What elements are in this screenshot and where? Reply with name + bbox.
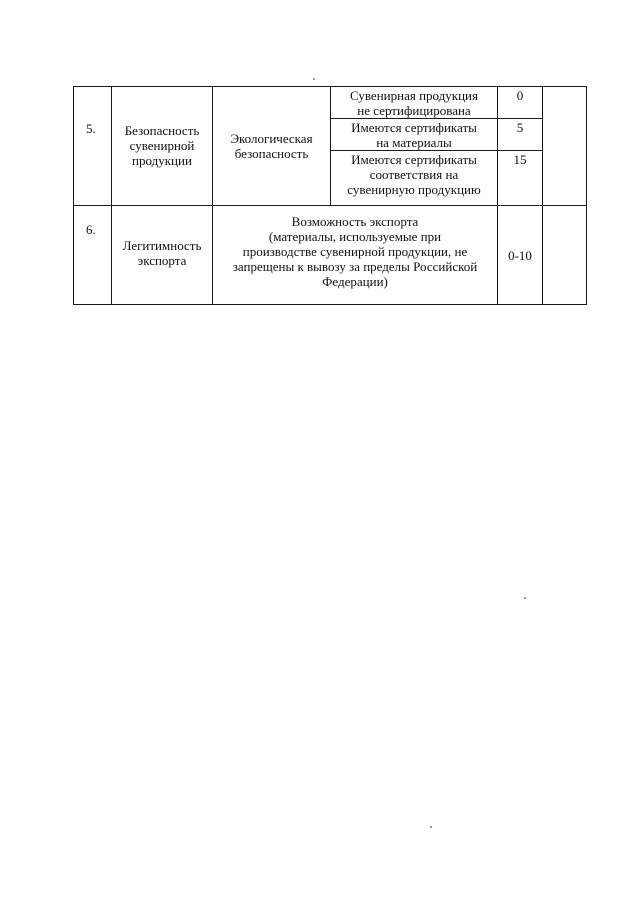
subcriterion-cell — [213, 87, 331, 206]
scan-speck — [524, 597, 526, 599]
description-line: Возможность экспорта — [291, 214, 419, 229]
option-line: не сертифицирована — [357, 103, 471, 118]
scan-speck — [430, 826, 432, 828]
description-line: запрещены к вывозу за пределы Российской — [232, 259, 478, 274]
score-cell: 5 — [498, 119, 543, 151]
option-cell — [331, 119, 498, 151]
criterion-line: Безопасность — [124, 123, 200, 138]
description-line: (материалы, используемые при — [268, 229, 442, 244]
criterion-line: продукции — [132, 153, 192, 168]
description-line: производстве сувенирной продукции, не — [242, 244, 468, 259]
score-cell: 0 — [498, 87, 543, 119]
score-cell: 0-10 — [498, 206, 543, 305]
subcriterion-line: Экологическая — [230, 131, 313, 146]
criteria-table — [73, 86, 587, 305]
criterion-cell — [112, 206, 213, 305]
scan-speck — [313, 78, 315, 80]
option-line: на материалы — [376, 135, 452, 150]
row-number: 5. — [74, 87, 112, 206]
empty-cell — [543, 206, 587, 305]
row-number: 6. — [74, 206, 112, 305]
description-cell — [213, 206, 498, 305]
score-cell: 15 — [498, 151, 543, 206]
criterion-line: сувенирной — [129, 138, 195, 153]
criterion-cell — [112, 87, 213, 206]
criterion-line: экспорта — [137, 253, 187, 268]
table-row — [74, 87, 587, 119]
option-cell — [331, 151, 498, 206]
option-line: Имеются сертификаты — [351, 152, 477, 167]
criterion-line: Легитимность — [122, 238, 202, 253]
option-cell — [331, 87, 498, 119]
table-row — [74, 206, 587, 305]
option-line: соответствия на — [369, 167, 459, 182]
option-line: сувенирную продукцию — [347, 182, 481, 197]
description-line: Федерации) — [322, 274, 388, 289]
option-line: Имеются сертификаты — [351, 120, 477, 135]
option-line: Сувенирная продукция — [350, 88, 478, 103]
subcriterion-line: безопасность — [234, 146, 309, 161]
empty-cell — [543, 87, 587, 206]
